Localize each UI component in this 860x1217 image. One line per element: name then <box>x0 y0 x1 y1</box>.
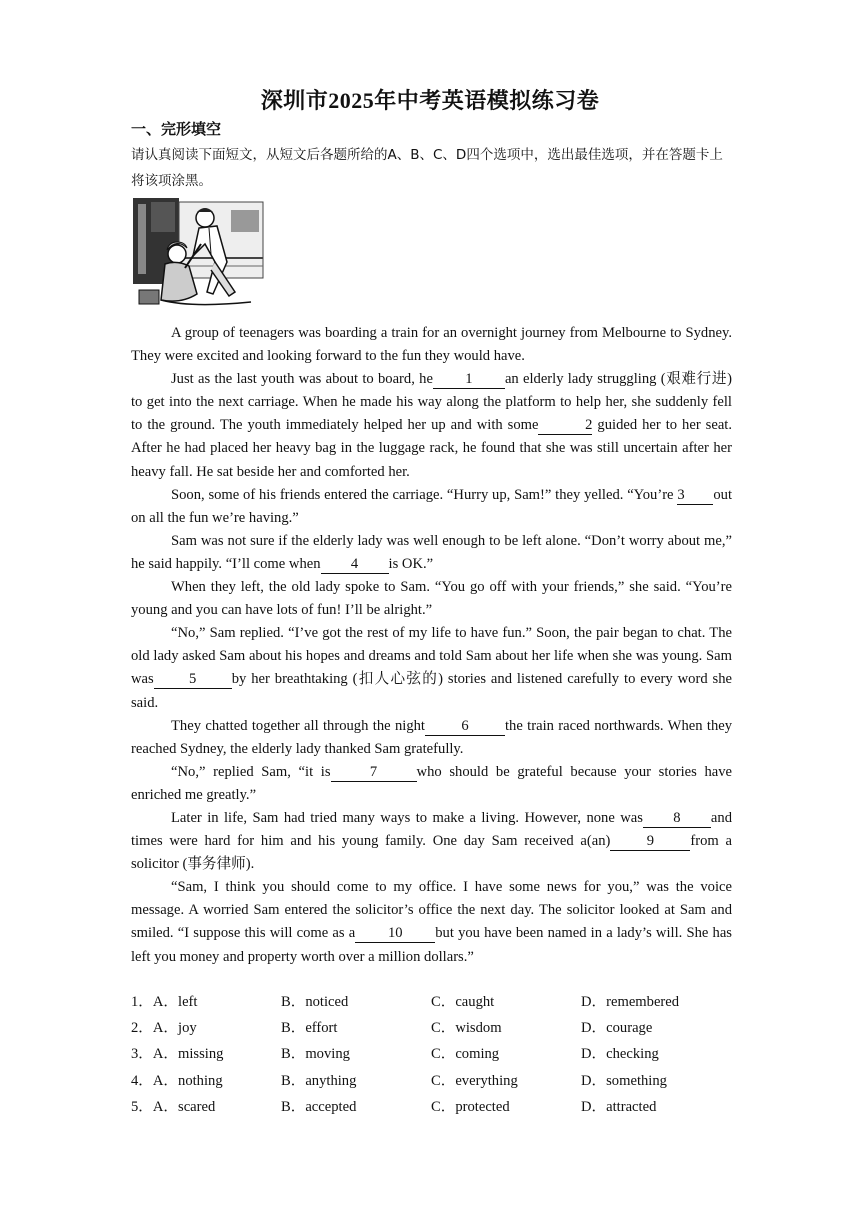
paragraph <box>131 322 732 368</box>
paragraph <box>131 761 732 807</box>
option-c: C．protected <box>431 1098 510 1115</box>
passage-text: and times were hard for him and his young family. One day Sam received a(an) <box>131 809 732 850</box>
passage-text: When they left, the old lady spoke to Sam. “You go off with your friends,” she said. “You’re young and you can have lots of fun! I’ll be alright.” <box>131 579 732 619</box>
option-b: B．effort <box>281 1020 338 1037</box>
passage-text: but you have been named in a lady’s will. She has left you money and property worth over a million dollars.” <box>131 925 732 965</box>
passage-text: by her breathtaking (扣人心弦的) stories and listened carefully to every word she said. <box>131 671 732 711</box>
paragraph <box>131 876 732 968</box>
blank-8: 8 <box>643 809 711 828</box>
passage-text: is OK.” <box>388 555 434 572</box>
question-row <box>131 1040 732 1066</box>
blank-4: 4 <box>321 555 389 574</box>
passage-text: A group of teenagers was boarding a train for an overnight journey from Melbourne to Sydney. They were excited and looking forward to the fun they would have. <box>131 325 732 365</box>
option-c: C．wisdom <box>431 1020 502 1037</box>
section-heading: 一、完形填空 <box>131 120 222 138</box>
paragraph <box>131 715 732 761</box>
blank-5: 5 <box>154 670 232 689</box>
passage-text: who should be grateful because your stories have enriched me greatly.” <box>131 763 732 803</box>
option-a: 5．A．scared <box>131 1098 216 1115</box>
option-b: B．moving <box>281 1046 350 1063</box>
blank-1: 1 <box>433 370 505 389</box>
option-a: 4．A．nothing <box>131 1072 223 1089</box>
paragraph <box>131 530 732 576</box>
passage-text: Soon, some of his friends entered the carriage. “Hurry up, Sam!” they yelled. “You’re <box>171 486 678 503</box>
passage-text: Later in life, Sam had tried many ways to make a living. However, none was <box>171 809 643 826</box>
passage-text: from a solicitor (事务律师). <box>131 833 732 873</box>
passage-text: “No,” Sam replied. “I’ve got the rest of my life to have fun.” Soon, the pair began to chat. The old lady asked Sam about his hopes and dreams and told Sam about her life when she was young. Sam was <box>131 625 732 688</box>
paragraph <box>131 368 732 483</box>
passage <box>131 322 732 969</box>
option-a: 3．A．missing <box>131 1046 224 1063</box>
option-d: D．checking <box>581 1046 659 1063</box>
instructions: 请认真阅读下面短文，从短文后各题所给的A、B、C、D四个选项中，选出最佳选项，并在答题卡上将该项涂黑。 <box>131 147 723 189</box>
passage-text: “Sam, I think you should come to my office. I have some news for you,” was the voice message. A worried Sam entered the solicitor’s office the next day. The solicitor looked at Sam and smiled. “I suppose this will come as a <box>131 879 732 942</box>
train-illustration <box>131 196 265 312</box>
blank-7: 7 <box>331 763 417 782</box>
page-title: 深圳市2025年中考英语模拟练习卷 <box>260 88 600 113</box>
paragraph <box>131 807 732 876</box>
paragraph <box>131 576 732 622</box>
option-d: D．something <box>581 1072 667 1089</box>
blank-6: 6 <box>425 717 505 736</box>
passage-text: out on all the fun we’re having.” <box>131 486 732 526</box>
passage-text: Just as the last youth was about to board, he <box>171 371 433 388</box>
passage-text: “No,” replied Sam, “it is <box>171 763 331 780</box>
question-row <box>131 1014 732 1040</box>
passage-text: an elderly lady struggling (艰难行进) to get into the next carriage. When he made his way along the platform to help her, she suddenly fell to the ground. The youth immediately helped her up and with some <box>131 371 732 434</box>
option-b: B．noticed <box>281 994 349 1010</box>
question-row <box>131 1067 732 1093</box>
option-c: C．everything <box>431 1072 518 1089</box>
blank-9: 9 <box>610 832 690 851</box>
option-d: D．courage <box>581 1020 653 1037</box>
answer-options <box>131 988 732 1119</box>
blank-10: 10 <box>355 924 435 943</box>
option-b: B．accepted <box>281 1098 357 1115</box>
paragraph <box>131 622 732 714</box>
option-c: C．coming <box>431 1046 500 1063</box>
option-c: C．caught <box>431 994 495 1010</box>
question-row <box>131 1093 732 1119</box>
blank-3: 3 <box>677 486 713 505</box>
option-a: 1．A．left <box>131 994 198 1010</box>
passage-text: the train raced northwards. When they reached Sydney, the elderly lady thanked Sam gratefully. <box>131 717 733 757</box>
option-d: D．remembered <box>581 994 680 1010</box>
option-a: 2．A．joy <box>131 1020 197 1037</box>
passage-text: Sam was not sure if the elderly lady was well enough to be left alone. “Don’t worry about me,” he said happily. “I’ll come when <box>131 532 732 572</box>
question-row <box>131 988 732 1014</box>
option-d: D．attracted <box>581 1098 657 1115</box>
option-b: B．anything <box>281 1072 357 1089</box>
blank-2: 2 <box>538 416 592 435</box>
paragraph <box>131 484 732 530</box>
passage-text: They chatted together all through the night <box>171 717 425 734</box>
passage-text: guided her to her seat. After he had placed her heavy bag in the luggage rack, he found that she was still uncertain after her heavy fall. He sat beside her and comforted her. <box>131 417 732 480</box>
